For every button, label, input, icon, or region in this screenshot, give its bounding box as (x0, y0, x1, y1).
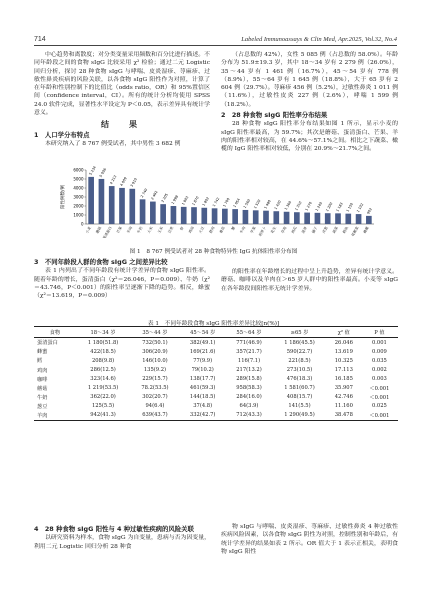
table-header-cell: 55～64 岁 (226, 327, 272, 338)
x-tick-label: 大米 (146, 226, 154, 235)
y-tick-label: 6000 (73, 167, 84, 173)
table-cell: 208(9.8) (91, 357, 115, 364)
section-3-continued: 的阳性率在年龄增长的过程中呈上升趋势，差异有统计学意义。蘑菇、咖啡以及羊肉在＞65 岁人群中的阳性率最高。小麦等 sIgG 在各年龄段间阳性率无统计学差异。 (221, 269, 398, 292)
x-tick-label: 花椰菜 (350, 226, 360, 238)
bar-value-label: 1 903 (181, 195, 190, 206)
table-cell: 284(16.0) (236, 394, 262, 401)
left-column-top (34, 51, 210, 148)
bar-value-label: 1 200 (325, 201, 334, 213)
table-cell: 葱豆 (37, 403, 48, 410)
bar-value-label: 1 360 (283, 200, 293, 211)
table-cell: 221(8.5) (288, 357, 311, 364)
table-row (34, 375, 398, 384)
table-cell: 273(10.5) (286, 367, 313, 374)
x-tick-label: 西瓜 (290, 226, 298, 235)
bar-value-label: 902 (366, 207, 373, 215)
table-cell: 0.003 (371, 376, 387, 383)
bar-value-label: 1 700 (222, 197, 231, 208)
table-header-cell: P 值 (361, 327, 398, 338)
table-header-cell: ≥65 岁 (272, 327, 327, 338)
table-header-cell: 食物 (34, 327, 76, 338)
bar-value-label: 1 310 (294, 200, 303, 212)
bar (119, 188, 125, 224)
table-1 (34, 326, 398, 421)
bar-value-label: 1 998 (170, 194, 180, 206)
table-cell: 217(13.2) (236, 367, 262, 374)
table-cell: 771(46.9) (236, 339, 262, 346)
table-cell: ＜0.001 (361, 411, 398, 421)
table-cell: 1 290(49.5) (272, 411, 327, 421)
table-cell: 1 186(45.5) (284, 339, 315, 346)
y-tick-label: 3000 (73, 194, 84, 200)
section-1-paragraph: 本研究纳入了 8 767 例受试者，其中男性 3 682 例 (45, 140, 181, 147)
y-tick-label: 2000 (73, 203, 84, 209)
bar (201, 208, 207, 224)
methods-paragraph: 中心趋势和离散度；对分类变量采用频数和百分比进行描述。不同年龄段之间的食物 sIgG 比较采用 χ² 检验；通过二元 Logistic 回归分析，探讨 28 种食物 sIgG 与哮喘、皮炎湿疹、荨麻疹、过敏性鼻炎疾病的风险关联，以各食物 sIgG 阳性作为对照，计算了在年龄和性别控制下的比值比（odds ratio，OR）和 95%置信区间（confidence interval，CI）。所有的统计分析均使用 SPSS 24.0 软件完成，显著性水平设定为 P＜0.05，表示差异具有统计学意义。 (34, 52, 210, 117)
table-cell: 1 581(60.7) (284, 385, 315, 392)
table-cell: 461(59.3) (189, 385, 216, 392)
x-tick-label: 洋葱 (321, 226, 329, 235)
bar (232, 209, 238, 224)
table-cell: 144(18.5) (189, 394, 216, 401)
bar (222, 209, 228, 224)
bar (273, 211, 279, 224)
bar (345, 214, 351, 224)
bar-value-label: 1 870 (191, 195, 200, 207)
bar (294, 212, 300, 224)
x-tick-label: 鸡肉 (187, 226, 195, 235)
right-column-mid (221, 268, 398, 293)
x-tick-label: 蟹 (230, 226, 237, 232)
table-cell: 鳕 (37, 358, 43, 365)
bar-value-label: 1 802 (201, 196, 211, 207)
figure-1-chart (60, 166, 380, 238)
bar-value-label: 1 150 (345, 202, 355, 213)
section-2-paragraph: 28 种食物 sIgG 阳性率分布结果如图 1 所示，显示小麦的 sIgG 阳性率最高，为 59.7%；其次是蘑菇、蛋清蛋白、芒果、羊肉的阳性率相对较高，在 44.6%～57.1%之间。相比之下蔬菜、橄榄的 IgG 阳性率相对较低，分别在 20.9%～21.7%之间。 (221, 121, 398, 153)
table-cell: 牛奶 (37, 394, 48, 401)
bar (140, 199, 146, 224)
table-1-caption: 表 1 不同年龄段食物 sIgG 阳性率差异比较[n(%)] (147, 321, 280, 327)
x-tick-label: 虾 (179, 226, 185, 232)
table-row (34, 356, 398, 365)
table-cell: 42.746 (334, 394, 353, 401)
table-header-row (34, 327, 398, 338)
table-cell: 357(21.7) (236, 348, 262, 355)
table-cell: 0.001 (371, 339, 387, 346)
x-tick-label: 花生 (270, 226, 278, 235)
table-header-cell: 18～34 岁 (76, 327, 131, 338)
table-cell: 0.025 (371, 403, 387, 410)
x-tick-label: 草莓 (280, 226, 288, 235)
table-cell: 蜂蜜 (37, 349, 48, 356)
x-tick-label: 番茄 (218, 226, 226, 235)
table-cell: 79(10.2) (191, 367, 214, 374)
table-cell: 125(5.5) (91, 403, 115, 410)
table-cell: 鸡肉 (37, 367, 48, 374)
table-cell: 135(9.2) (143, 367, 167, 374)
table-row (34, 402, 398, 411)
table-cell: 639(43.7) (130, 411, 179, 421)
table-cell: 10.325 (334, 357, 353, 364)
table-cell: 958(58.3) (236, 385, 262, 392)
table-body (34, 338, 398, 421)
table-cell: 146(10.0) (142, 357, 168, 364)
x-tick-label: 芒果 (115, 226, 123, 235)
table-header-cell: 35～44 岁 (130, 327, 179, 338)
table-cell: 332(42.7) (180, 411, 226, 421)
table-cell: 64(3.9) (239, 403, 259, 410)
table-cell: 羊肉 (34, 411, 76, 421)
table-cell: 362(22.0) (90, 394, 116, 401)
table-cell: 712(43.3) (226, 411, 272, 421)
bar-value-label: 1 240 (314, 201, 324, 212)
table-header-cell: χ² 值 (327, 327, 361, 338)
bar (284, 212, 290, 224)
bar (243, 210, 249, 224)
table-cell: 16.185 (334, 376, 353, 383)
x-tick-label: 鳕鱼 (342, 226, 350, 235)
x-tick-label: 牛肉 (239, 226, 247, 235)
x-tick-label: 苹果 (249, 226, 257, 235)
x-tick-label: 蔬菜 (331, 226, 339, 235)
bar (325, 213, 331, 224)
x-tick-label: 橄榄 (362, 226, 370, 235)
right-column-top (221, 51, 398, 154)
x-tick-label: 胡萝卜 (258, 226, 267, 238)
table-cell: 蘑菇 (37, 385, 48, 392)
table-cell: 590(22.7) (286, 348, 313, 355)
figure-1-caption: 图 1 8 767 例受试者对 28 种食物特异性 IgG 抗体阳性率分布图 (129, 249, 298, 255)
table-cell: 0.035 (371, 357, 387, 364)
table-cell: 476(18.3) (286, 376, 313, 383)
header-rule (34, 45, 397, 46)
table-cell: 37(4.8) (193, 403, 213, 410)
bar-value-label: 3 910 (129, 177, 139, 188)
bar-value-label: 4 009 (119, 176, 128, 187)
bar (335, 213, 341, 224)
table-cell: 116(7.1) (237, 357, 261, 364)
x-tick-label: 牛奶 (136, 226, 144, 235)
x-tick-label: 橘子 (311, 226, 319, 235)
x-tick-label: 羊肉 (126, 226, 134, 235)
section-4-heading: 4 28 种食物 sIgG 阳性与 4 种过敏性疾病的风险关联 (34, 525, 194, 533)
table-cell: 942(41.3) (76, 411, 131, 421)
table-cell: 289(15.8) (236, 376, 262, 383)
table-cell: 蛋清蛋白 (37, 340, 58, 347)
bar (129, 189, 135, 224)
section-1-heading: 1 人口学分布特点 (34, 130, 90, 139)
table-cell: 732(50.1) (142, 339, 168, 346)
table-cell: 141(5.5) (288, 403, 311, 410)
bar-value-label: 5 234 (88, 166, 97, 176)
bar (150, 202, 156, 224)
table-cell: ＜0.001 (369, 385, 390, 392)
table-cell: 382(49.1) (189, 339, 216, 346)
bar (88, 177, 94, 224)
table-row (34, 411, 398, 421)
table-cell: 422(18.5) (90, 348, 116, 355)
bar-value-label: 1 183 (335, 201, 344, 213)
table-cell: 11.160 (334, 403, 353, 410)
left-column-bottom (34, 523, 210, 551)
section-3-heading: 3 不同年龄段人群的食物 sIgG 之间差异比较 (34, 258, 168, 266)
bar-value-label: 1 102 (355, 202, 365, 214)
x-tick-label: 菠萝 (301, 226, 309, 235)
table-cell: 286(12.5) (90, 367, 116, 374)
y-tick-label: 0 (80, 221, 84, 227)
bar-value-label: 1 420 (273, 199, 283, 211)
table-cell: 306(20.9) (142, 348, 168, 355)
bar (160, 204, 166, 224)
bar-value-label: 1 480 (263, 199, 272, 210)
table-cell: 0.002 (371, 367, 387, 374)
journal-header: Labeled Immunoassays & Clin Med, Apr.2025, Vol.32, No.4 (241, 36, 397, 43)
bar (212, 208, 218, 224)
table-cell: 408(15.7) (286, 394, 313, 401)
bar-value-label: 1 654 (232, 197, 241, 209)
bar (356, 214, 362, 224)
demographics-paragraph: （占总数的 42%），女性 5 085 例（占总数的 58.0%）。年龄分布为 51.9±19.3 岁，其中 18～34 岁有 2 279 例（26.0%），35～44 岁有 1 461 例（16.7%），45～54 岁有 778 例（8.9%），55～64 岁有 1 645 例（18.8%），大于 65 岁有 2 604 例（29.7%）。荨麻疹 456 例（5.2%），过敏性鼻炎 1 011 例（11.6%），过敏性皮炎 227 例（2.6%），哮喘 1 599 例（18.2%）。 (221, 52, 398, 108)
page-number: 714 (34, 36, 46, 43)
table-cell: 1 180(51.8) (87, 339, 119, 346)
x-tick-label: 小麦 (85, 226, 93, 235)
bar (366, 216, 372, 224)
table-cell: 13.619 (334, 348, 353, 355)
table-cell: 咖啡 (37, 376, 48, 383)
table-row (34, 338, 398, 348)
x-tick-label: 蛋清蛋白 (102, 226, 113, 238)
table-cell: 77(9.9) (193, 357, 213, 364)
bar (99, 179, 105, 224)
results-heading: 结 果 (101, 119, 143, 130)
table-cell: 323(14.6) (90, 376, 116, 383)
table-cell: 1 219(53.5) (87, 385, 119, 392)
section-4-continued: 物 sIgG 与哮喘、皮炎湿疹、荨麻疹、过敏性鼻炎 4 种过敏性疾病风险因素，以各食物 sIgG 阴性为对照，控制性别和年龄后，有统计学差异的结果如表 2 所示。OR 值大于 1 表示正相关，表明食物 sIgG 阳性 (221, 524, 398, 555)
table-cell: ＜0.001 (369, 394, 390, 401)
table-cell: 17.113 (334, 367, 353, 374)
bar-value-label: 2 492 (150, 190, 159, 201)
bar-value-label: 2 740 (139, 187, 149, 199)
table-row (34, 365, 398, 374)
section-2-heading: 2 28 种食物 sIgG 阳性率分布结果 (221, 111, 328, 120)
table-cell: 94(6.4) (145, 403, 165, 410)
right-column-bottom (221, 523, 398, 556)
x-tick-label: 大豆 (198, 226, 206, 235)
bar (315, 213, 321, 224)
bar-value-label: 1 520 (253, 198, 262, 210)
left-column-mid (34, 256, 210, 300)
y-tick-label: 1000 (73, 212, 84, 218)
bar (181, 207, 187, 224)
y-tick-label: 5000 (73, 176, 84, 182)
table-row (34, 347, 398, 356)
bar-value-label: 2 205 (160, 192, 169, 204)
x-tick-label: 蘑菇 (95, 226, 103, 235)
bar (191, 207, 197, 224)
bar (304, 213, 310, 224)
table-header-cell: 45～54 岁 (180, 327, 226, 338)
bar-value-label: 1 560 (242, 198, 252, 209)
bar (171, 206, 177, 224)
bar-value-label: 4 213 (109, 174, 118, 186)
x-tick-label: 豆类 (167, 226, 175, 235)
x-tick-label: 猪肉 (208, 226, 216, 235)
table-cell: 78.2(53.5) (141, 385, 169, 392)
y-axis-label: 阳性例数/例 (61, 184, 66, 210)
table-cell: 26.046 (334, 339, 353, 346)
table-row (34, 393, 398, 402)
table-cell: 35.907 (334, 385, 353, 392)
section-3-paragraph: 表 1 内列出了不同年龄段有统计学差异的食物 sIgG 阳性率。随着年龄的增长，蛋清蛋白（χ²＝26.046，P＝0.009）、牛奶（χ²＝43.746，P＜0.001）的阳性率呈逐渐下降的趋势。相反，蜂蜜（χ²＝13.619，P＝0.009） (34, 268, 210, 300)
x-tick-label: 玉米 (157, 226, 165, 235)
bar-chart (60, 166, 380, 238)
y-tick-label: 4000 (73, 185, 84, 191)
table-row (34, 384, 398, 393)
table-cell: 302(20.7) (142, 394, 168, 401)
bar-value-label: 1 742 (211, 196, 221, 208)
table-cell: 0.009 (371, 348, 387, 355)
table-cell: 38.478 (327, 411, 361, 421)
section-4-paragraph: 以研究资料为样本，食物 sIgG 为自变量，患病与否为因变量，利用二元 Logistic 回归分析 28 种食 (34, 535, 210, 550)
table-cell: 169(21.6) (189, 348, 216, 355)
bar-value-label: 5 006 (98, 167, 108, 178)
bar (109, 186, 115, 224)
bar (253, 210, 259, 224)
table-cell: 138(17.7) (189, 376, 216, 383)
bar-value-label: 1 270 (304, 201, 313, 212)
table-cell: 229(15.7) (142, 376, 168, 383)
bar (263, 211, 269, 224)
